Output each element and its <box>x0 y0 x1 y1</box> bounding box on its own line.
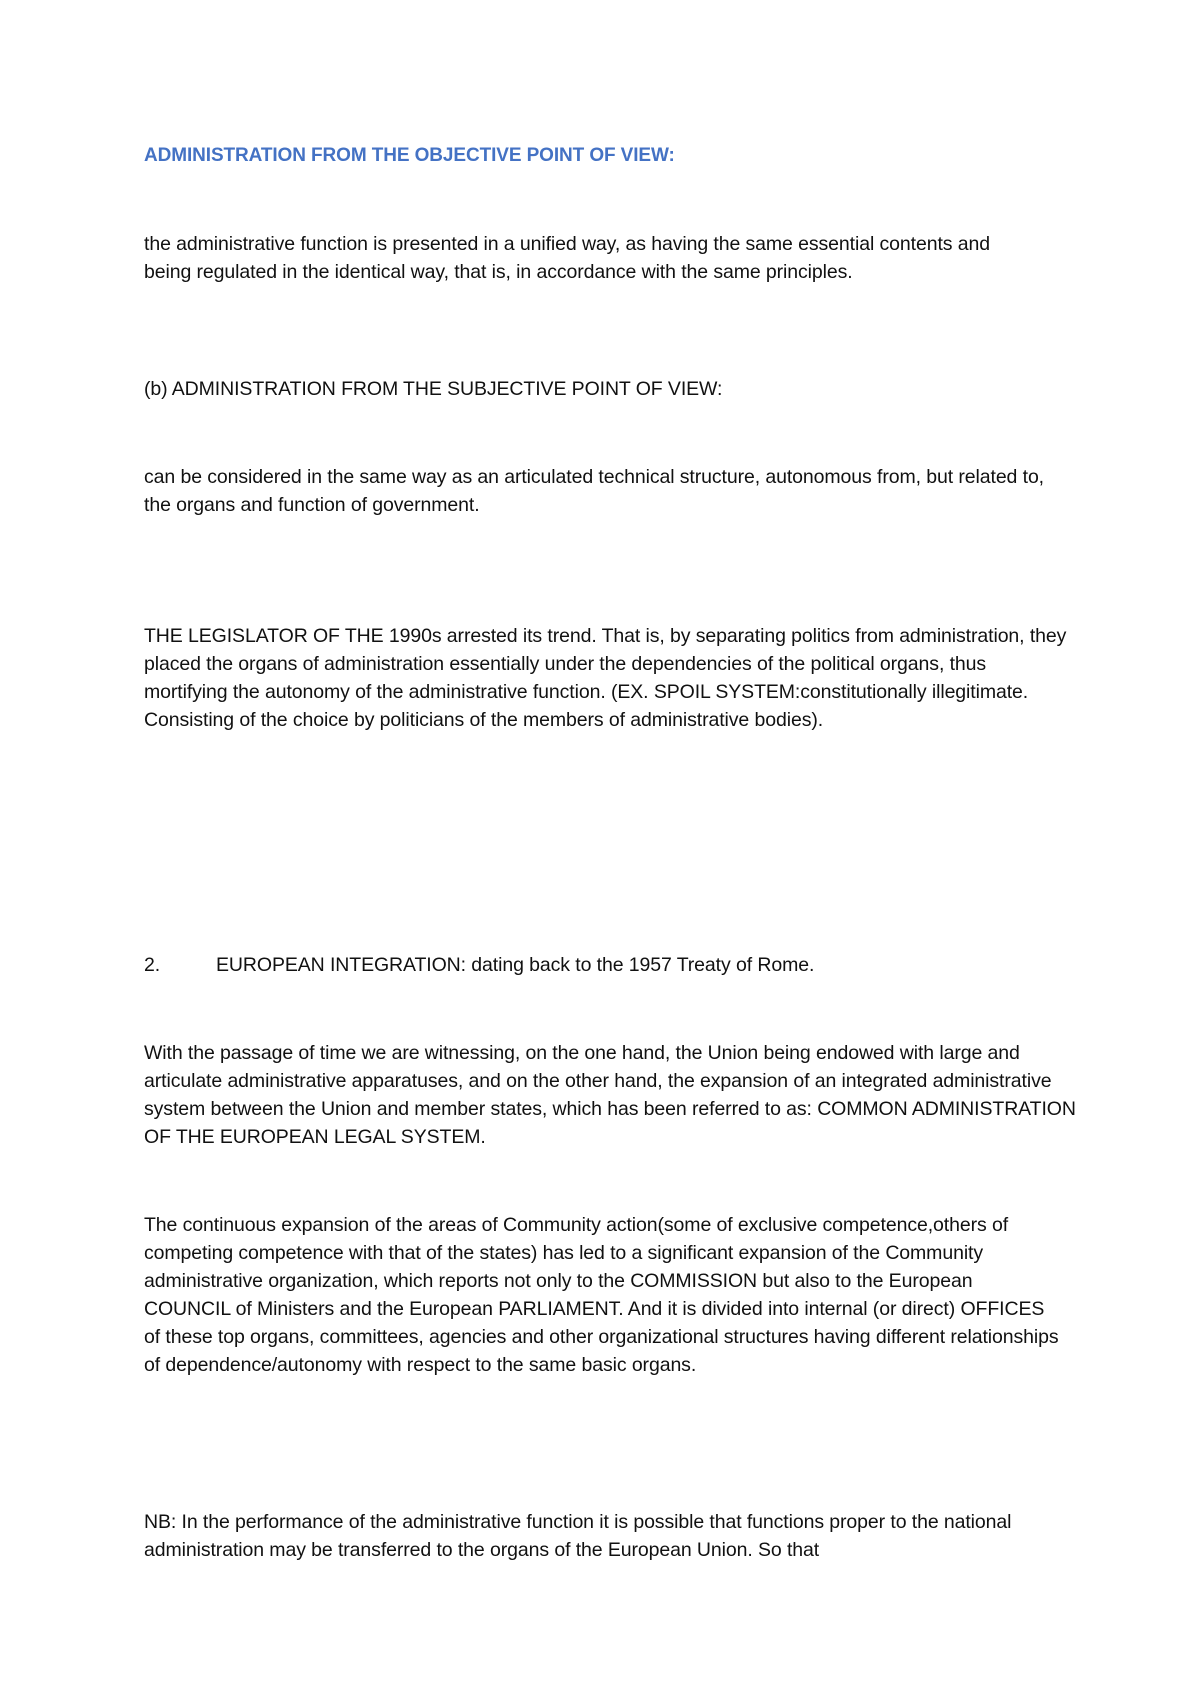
paragraph-continuous-expansion: The continuous expansion of the areas of Community action(some of exclusive competence,others of competing competence with that of the states) has led to a significant expansion of the Community administrative organization, which reports not only to the COMMISSION but also to the European COUNCIL of Ministers and the European PARLIAMENT. And it is divided into internal (or direct) OFFICES of these top organs, committees, agencies and other organizational structures having different relationships of dependence/autonomy with respect to the same basic organs. <box>144 1214 1059 1376</box>
heading-objective-view: ADMINISTRATION FROM THE OBJECTIVE POINT OF VIEW: <box>144 145 675 166</box>
heading-subjective-view: (b) ADMINISTRATION FROM THE SUBJECTIVE POINT OF VIEW: <box>144 378 723 400</box>
item-number: 2. <box>144 954 161 976</box>
paragraph-objective-view: the administrative function is presented in a unified way, as having the same essential contents and being regulated in the identical way, that is, in accordance with the same principles. <box>144 233 990 283</box>
paragraph-nb: NB: In the performance of the administrative function it is possible that functions proper to the national administration may be transferred to the organs of the European Union. So that <box>144 1511 1012 1561</box>
item-text: EUROPEAN INTEGRATION: dating back to the 1957 Treaty of Rome. <box>216 954 815 976</box>
paragraph-passage-of-time: With the passage of time we are witnessing, on the one hand, the Union being endowed with large and articulate administrative apparatuses, and on the other hand, the expansion of an integrated administrative system between the Union and member states, which has been referred to as: COMMON ADMINISTRATION OF THE EUROPEAN LEGAL SYSTEM. <box>144 1042 1076 1148</box>
numbered-item-european-integration <box>144 951 1064 979</box>
paragraph-legislator: THE LEGISLATOR OF THE 1990s arrested its trend. That is, by separating politics from administration, they placed the organs of administration essentially under the dependencies of the political organs, thus mortifying the autonomy of the administrative function. (EX. SPOIL SYSTEM:constitutionally illegitimate. Consisting of the choice by politicians of the members of administrative bodies). <box>144 625 1067 731</box>
paragraph-subjective-view: can be considered in the same way as an articulated technical structure, autonomous from, but related to, the organs and function of government. <box>144 466 1045 516</box>
